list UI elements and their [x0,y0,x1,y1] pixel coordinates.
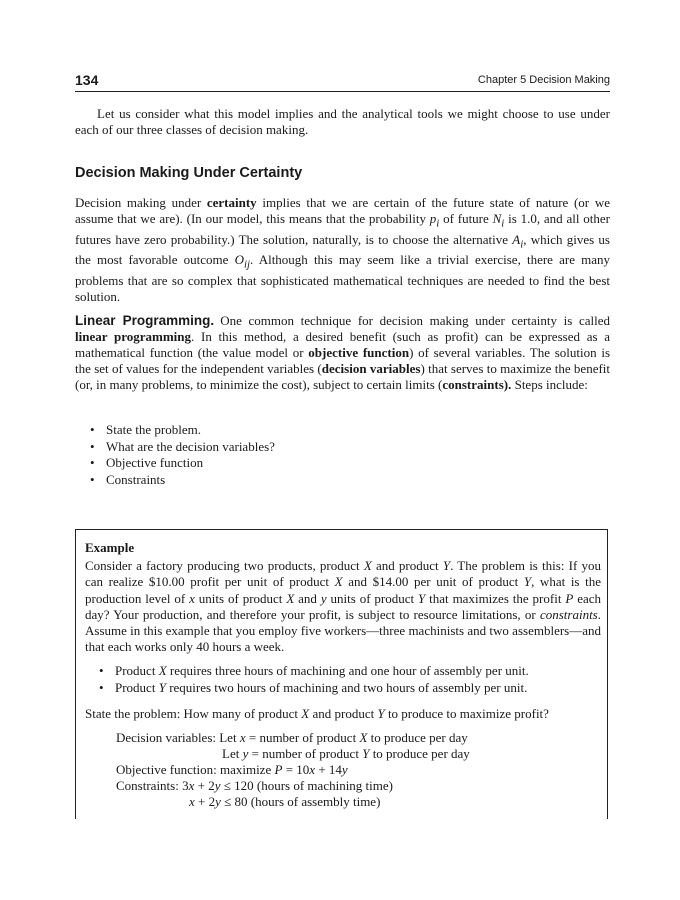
bullet-icon: • [99,679,104,695]
run-in-heading: Linear Programming. [75,313,215,328]
list-item: • Product X requires three hours of machining and one hour of assembly per unit. [99,663,529,678]
section-heading: Decision Making Under Certainty [75,165,303,181]
bullet-icon: • [90,422,95,437]
list-item: • What are the decision variables? [90,438,275,454]
list-item: • Product Y requires two hours of machining and two hours of assembly per unit. [99,679,528,695]
chapter-title: Chapter 5 Decision Making [477,74,610,86]
bullet-icon: • [90,455,95,470]
header-rule [75,91,610,92]
bullet-icon: • [90,471,95,487]
decision-variable-y: Let y = number of product Y to produce per day [222,746,470,761]
certainty-paragraph: Decision making under certainty implies that we are certain of the future state of nature (or we assume that we are). (In our model, this means that the probability $p_i$ of future $N_i$ is 1.0, and all other futures have zero probability.) The solution, naturally, is to choose the alternative $A_i$, which gives us the most favorable outcome $O_{ij}$. Although this may seem like a trivial exercise, there are many problems that are so complex that sophisticated mathematical techniques are needed to find the best solution. [75,195,610,304]
example-bullets [97,663,529,696]
page-number: 134 [75,72,99,88]
bullet-icon: • [90,438,95,454]
steps-list [88,422,275,488]
example-title: Example [85,540,135,555]
state-problem-line: State the problem: How many of product X and product Y to produce to maximize profit? [85,706,549,721]
list-item: • Objective function [90,455,204,470]
constraint-machining: Constraints: 3x + 2y ≤ 120 (hours of machining time) [116,778,393,793]
linear-programming-paragraph: Linear Programming. One common technique for decision making under certainty is called linear programming. In this method, a desired benefit (such as profit) can be expressed as a mathematical function (the value model or objective function) of several variables. The solution is the set of values for the independent variables (decision variables) that serves to maximize the benefit (or, in many problems, to minimize the cost), subject to certain limits (constraints). Steps include: [75,313,611,392]
bullet-icon: • [99,663,104,678]
page-header [75,72,610,88]
intro-paragraph: Let us consider what this model implies and the analytical tools we might choose to use under each of our three classes of decision making. [75,106,610,137]
list-item: • Constraints [90,471,166,487]
objective-function: Objective function: maximize P = 10x + 14y [116,762,348,777]
list-item: • State the problem. [90,422,201,437]
example-paragraph: Consider a factory producing two products, product X and product Y. The problem is this: If you can realize $10.00 profit per unit of product X and $14.00 per unit of product Y, what is the production level of x units of product X and y units of product Y that maximizes the profit P each day? Your production, and therefore your profit, is subject to resource limitations, or constraints. Assume in this example that you employ five workers—three machinists and two assemblers—and that each works only 40 hours a week. [85,558,602,655]
constraint-assembly: x + 2y ≤ 80 (hours of assembly time) [189,794,381,809]
decision-variable-x: Decision variables: Let x = number of product X to produce per day [116,730,468,745]
